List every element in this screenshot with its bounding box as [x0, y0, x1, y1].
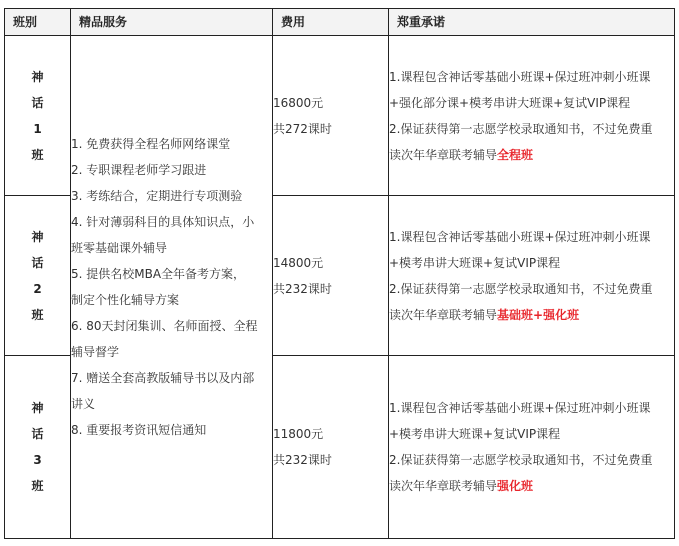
service-item: 6. 80天封闭集训、名师面授、全程 — [71, 319, 258, 333]
class-name-char: 神 — [31, 69, 44, 84]
header-promise: 郑重承诺 — [389, 9, 675, 36]
class-name-cell — [5, 36, 71, 196]
promise-cell — [389, 36, 675, 196]
promise-line: 1.课程包含神话零基础小班课+保过班冲刺小班课 — [389, 69, 651, 84]
class-name-char: 1 — [33, 121, 42, 136]
promise-cell — [389, 356, 675, 539]
class-name-char: 3 — [33, 453, 42, 467]
promise-line: 1.课程包含神话零基础小班课+保过班冲刺小班课 — [389, 229, 651, 244]
service-item: 班零基础课外辅导 — [71, 241, 168, 255]
promise-text: 读次年华章联考辅导 — [389, 479, 498, 493]
promise-line: +模考串讲大班课+复试VIP课程 — [389, 427, 561, 441]
service-item: 制定个性化辅导方案 — [71, 293, 180, 307]
header-row — [5, 9, 675, 36]
class-name-cell — [5, 196, 71, 356]
header-class: 班别 — [5, 9, 71, 36]
service-item: 3. 考练结合，定期进行专项测验 — [71, 189, 243, 203]
course-table — [4, 8, 675, 539]
class-name-char: 神 — [31, 401, 44, 415]
class-name — [5, 224, 70, 328]
class-name — [5, 64, 70, 168]
class-name-char: 话 — [31, 95, 44, 110]
fee-price: 11800元 — [273, 427, 324, 441]
service-item: 2. 专职课程老师学习跟进 — [71, 163, 207, 177]
fee-hours: 共272课时 — [273, 121, 332, 136]
fee-cell — [273, 196, 389, 356]
header-fee: 费用 — [273, 9, 389, 36]
service-item: 讲义 — [71, 397, 96, 411]
class-name-char: 话 — [31, 255, 44, 270]
promise-cell — [389, 196, 675, 356]
promise-line — [389, 142, 674, 168]
promise-line: 2.保证获得第一志愿学校录取通知书，不过免费重 — [389, 453, 653, 467]
class-name-char: 班 — [31, 147, 44, 162]
class-name-char: 话 — [31, 427, 44, 441]
services-cell — [71, 36, 273, 539]
table-row — [5, 36, 675, 196]
promise-text: 读次年华章联考辅导 — [389, 307, 498, 322]
promise-highlight: 基础班+强化班 — [497, 307, 580, 322]
promise-line: +模考串讲大班课+复试VIP课程 — [389, 255, 561, 270]
service-item: 4. 针对薄弱科目的具体知识点，小 — [71, 215, 255, 229]
promise-line: 1.课程包含神话零基础小班课+保过班冲刺小班课 — [389, 401, 651, 415]
class-name-char: 神 — [31, 229, 44, 244]
service-item: 1. 免费获得全程名师网络课堂 — [71, 137, 231, 151]
promise-highlight: 全程班 — [497, 147, 534, 162]
promise-line — [389, 302, 674, 328]
class-name-cell — [5, 356, 71, 539]
fee-price: 16800元 — [273, 95, 324, 110]
promise-line — [389, 473, 674, 499]
header-services: 精品服务 — [71, 9, 273, 36]
promise-line: +强化部分课+模考串讲大班课+复试VIP课程 — [389, 95, 631, 110]
class-name-char: 2 — [33, 281, 42, 296]
promise-highlight: 强化班 — [497, 479, 534, 493]
class-name-char: 班 — [31, 307, 44, 322]
fee-price: 14800元 — [273, 255, 324, 270]
promise-text: 读次年华章联考辅导 — [389, 147, 498, 162]
fee-hours: 共232课时 — [273, 281, 332, 296]
fee-cell — [273, 356, 389, 539]
service-item: 7. 赠送全套高教版辅导书以及内部 — [71, 371, 255, 385]
fee-hours: 共232课时 — [273, 453, 332, 467]
service-item: 辅导督学 — [71, 345, 120, 359]
promise-line: 2.保证获得第一志愿学校录取通知书，不过免费重 — [389, 121, 653, 136]
class-name-char: 班 — [31, 479, 44, 493]
class-name — [5, 395, 70, 499]
service-item: 8. 重要报考资讯短信通知 — [71, 423, 207, 437]
fee-cell — [273, 36, 389, 196]
promise-line: 2.保证获得第一志愿学校录取通知书，不过免费重 — [389, 281, 653, 296]
service-item: 5. 提供名校MBA全年备考方案， — [71, 267, 246, 281]
